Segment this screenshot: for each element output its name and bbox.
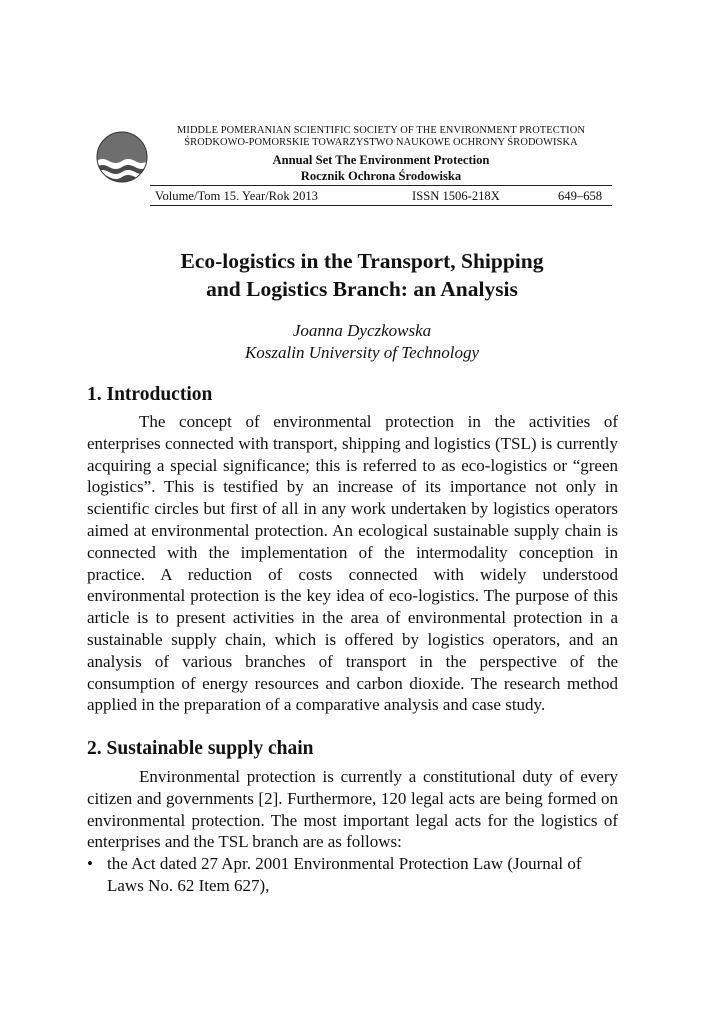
issn: ISSN 1506-218X	[412, 189, 500, 203]
journal-title-en: Annual Set The Environment Protection	[272, 153, 490, 167]
article-title-line1: Eco-logistics in the Transport, Shipping	[180, 249, 544, 273]
header-rule-top	[150, 185, 612, 186]
list-item	[87, 853, 618, 897]
section-heading-supply-chain: 2. Sustainable supply chain	[87, 738, 314, 759]
society-name-en: MIDDLE POMERANIAN SCIENTIFIC SOCIETY OF THE ENVIRONMENT PROTECTION	[177, 125, 585, 136]
supply-chain-paragraph: Environmental protection is currently a constitutional duty of every citizen and governments [2]. Furthermore, 120 legal acts are being formed on environmental protection. The most important legal acts for the logistics of enterprises and the TSL branch are as follows:	[87, 767, 618, 852]
introduction-paragraph: The concept of environmental protection in the activities of enterprises connected with transport, shipping and logistics (TSL) is currently acquiring a special significance; this is referred to as eco-logistics or “green logistics”. This is testified by an increase of its importance not only in scientific circles but first of all in any work undertaken by logistics operators aimed at environmental protection. An ecological sustainable supply chain is connected with the implementation of the intermodality conception in practice. A reduction of costs connected with widely understood environmental protection is the key idea of eco-logistics. The purpose of this article is to present activities in the area of environmental protection in a sustainable supply chain, which is offered by logistics operators, and an analysis of various branches of transport in the perspective of the consumption of energy resources and carbon dioxide. The research method applied in the preparation of a comparative analysis and case study.	[87, 412, 618, 715]
society-name-pl: ŚRODKOWO-POMORSKIE TOWARZYSTWO NAUKOWE OCHRONY ŚRODOWISKA	[184, 137, 578, 148]
author-name: Joanna Dyczkowska	[292, 321, 432, 340]
section-heading-introduction: 1. Introduction	[87, 384, 213, 405]
volume-info: Volume/Tom 15. Year/Rok 2013	[155, 189, 318, 203]
society-logo	[96, 131, 148, 183]
header-rule-bottom	[150, 205, 612, 206]
list-item-text: the Act dated 27 Apr. 2001 Environmental Protection Law (Journal of Laws No. 62 Item 627),	[107, 854, 582, 895]
author-affiliation: Koszalin University of Technology	[244, 343, 480, 362]
article-title-line2: and Logistics Branch: an Analysis	[206, 277, 518, 301]
page-range: 649–658	[558, 189, 603, 203]
journal-title-pl: Rocznik Ochrona Środowiska	[300, 169, 462, 183]
bullet-icon: •	[87, 854, 93, 873]
